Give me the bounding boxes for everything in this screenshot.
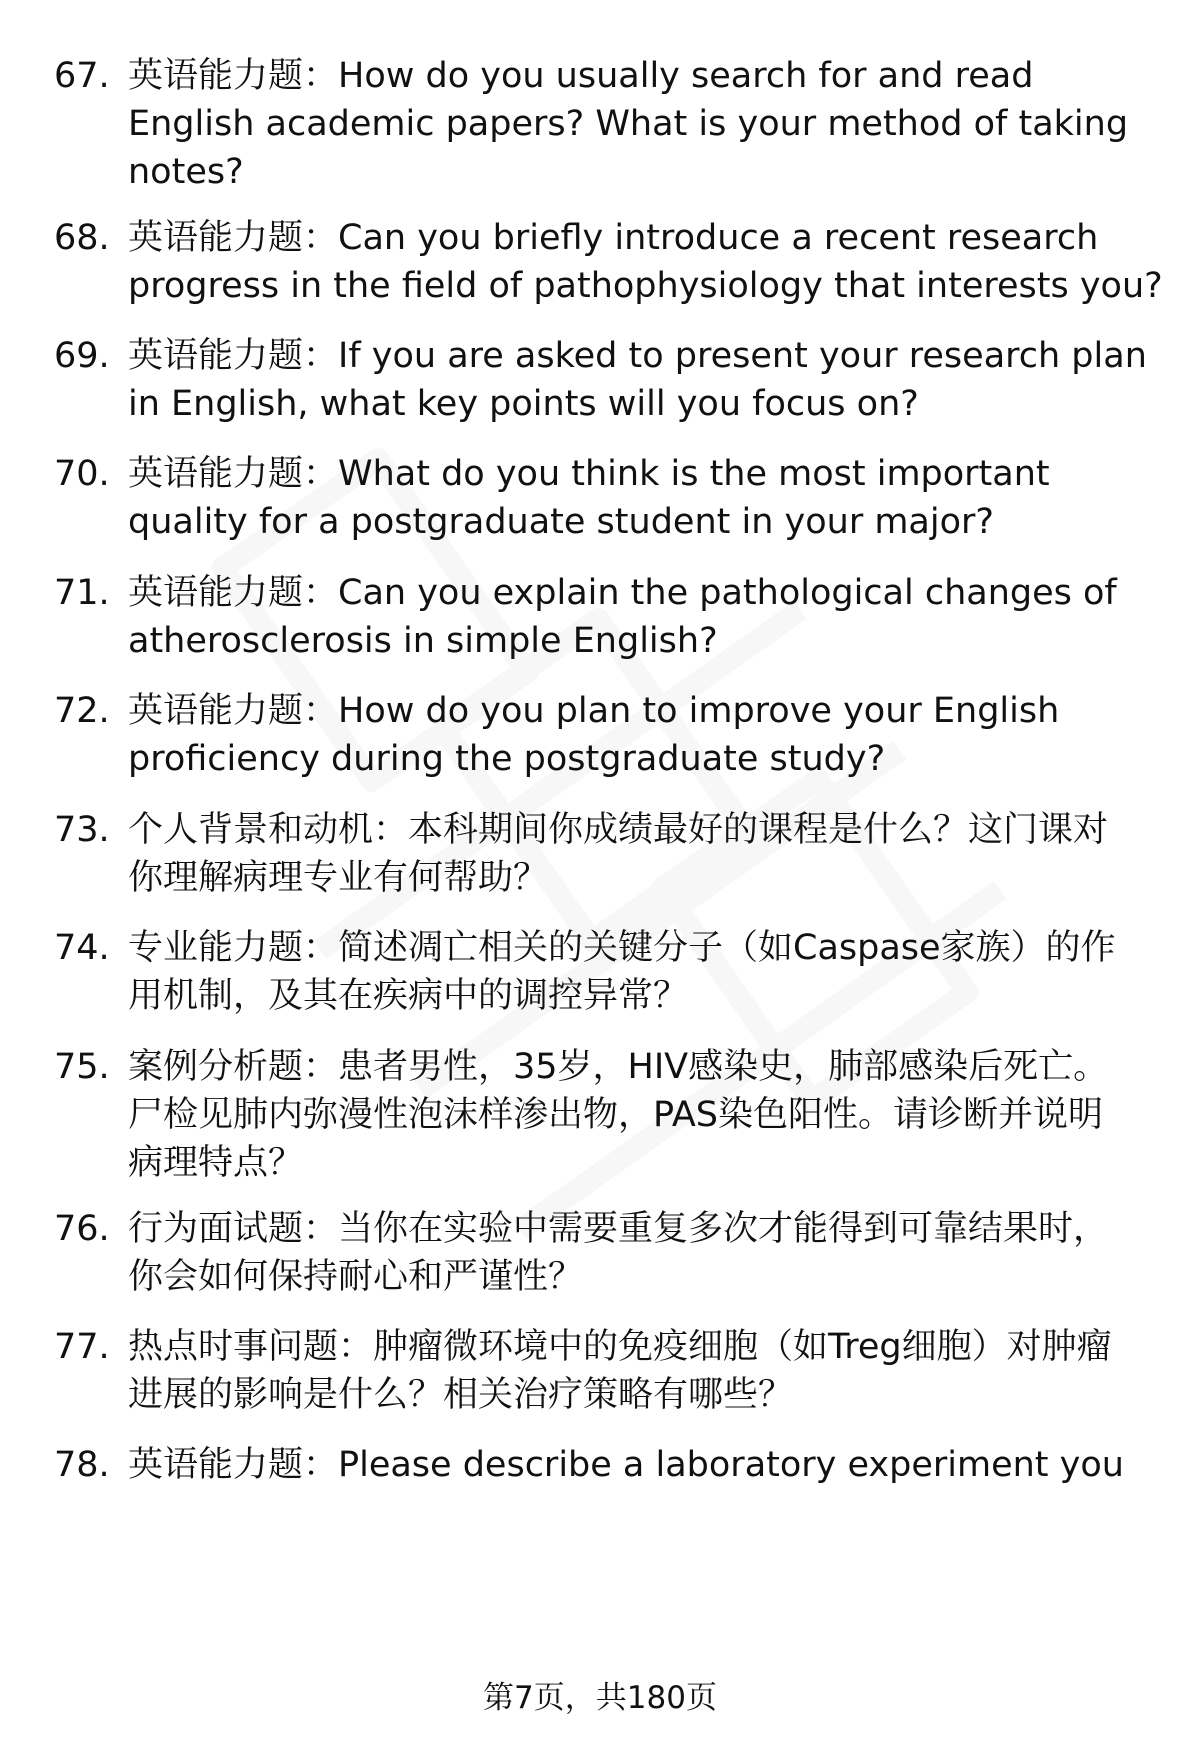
question-text bbox=[128, 1043, 1158, 1187]
question-line: 你会如何保持耐心和严谨性？ bbox=[128, 1257, 584, 1297]
question-line: 热点时事问题：肿瘤微环境中的免疫细胞（如Treg细胞）对肿瘤 bbox=[128, 1327, 1112, 1367]
question-line: in English, what key points will you focus on? bbox=[128, 384, 919, 424]
question-line: 病理特点？ bbox=[128, 1143, 304, 1183]
question-text bbox=[128, 569, 1158, 665]
question-line: 英语能力题：Can you briefly introduce a recent research bbox=[128, 218, 1099, 258]
question-text bbox=[128, 1205, 1158, 1301]
question-number: 69. bbox=[54, 336, 110, 376]
question-line: 尸检见肺内弥漫性泡沫样渗出物，PAS染色阳性。请诊断并说明 bbox=[128, 1095, 1104, 1135]
question-number: 74. bbox=[54, 928, 110, 968]
question-text bbox=[128, 687, 1158, 783]
question-line: 英语能力题：How do you plan to improve your English bbox=[128, 691, 1060, 731]
question-text bbox=[128, 1323, 1158, 1419]
question-text bbox=[128, 924, 1158, 1020]
question-line: 你理解病理专业有何帮助？ bbox=[128, 858, 549, 898]
question-line: 进展的影响是什么？相关治疗策略有哪些？ bbox=[128, 1375, 794, 1415]
question-text bbox=[128, 214, 1163, 310]
question-line: English academic papers? What is your method of taking bbox=[128, 104, 1129, 144]
question-number: 68. bbox=[54, 218, 110, 258]
question-number: 73. bbox=[54, 810, 110, 850]
question-line: notes? bbox=[128, 152, 244, 192]
question-text bbox=[128, 52, 1158, 196]
question-text bbox=[128, 450, 1158, 546]
question-line: 英语能力题：How do you usually search for and read bbox=[128, 56, 1034, 96]
question-line: 英语能力题：What do you think is the most important bbox=[128, 454, 1050, 494]
question-line: progress in the field of pathophysiology that interests you? bbox=[128, 266, 1163, 306]
question-number: 75. bbox=[54, 1047, 110, 1087]
question-line: 专业能力题：简述凋亡相关的关键分子（如Caspase家族）的作 bbox=[128, 928, 1116, 968]
question-line: 英语能力题：If you are asked to present your research plan bbox=[128, 336, 1147, 376]
question-line: 个人背景和动机：本科期间你成绩最好的课程是什么？这门课对 bbox=[128, 810, 1109, 850]
question-text bbox=[128, 332, 1158, 428]
question-line: 用机制，及其在疾病中的调控异常？ bbox=[128, 976, 689, 1016]
question-number: 72. bbox=[54, 691, 110, 731]
question-number: 71. bbox=[54, 573, 110, 613]
question-number: 76. bbox=[54, 1209, 110, 1249]
question-line: 英语能力题：Can you explain the pathological changes of bbox=[128, 573, 1117, 613]
question-number: 77. bbox=[54, 1327, 110, 1367]
question-text bbox=[128, 1441, 1158, 1489]
page-footer bbox=[0, 1676, 1200, 1720]
question-line: 行为面试题：当你在实验中需要重复多次才能得到可靠结果时， bbox=[128, 1209, 1109, 1249]
question-line: quality for a postgraduate student in your major? bbox=[128, 502, 994, 542]
question-line: atherosclerosis in simple English? bbox=[128, 621, 718, 661]
question-number: 78. bbox=[54, 1445, 110, 1485]
question-line: proficiency during the postgraduate study? bbox=[128, 739, 886, 779]
question-text bbox=[128, 806, 1158, 902]
question-number: 67. bbox=[54, 56, 110, 96]
question-number: 70. bbox=[54, 454, 110, 494]
question-line: 案例分析题：患者男性，35岁，HIV感染史，肺部感染后死亡。 bbox=[128, 1047, 1109, 1087]
page-number-label: 第7页，共180页 bbox=[483, 1680, 717, 1716]
question-line: 英语能力题：Please describe a laboratory experiment you bbox=[128, 1445, 1124, 1485]
